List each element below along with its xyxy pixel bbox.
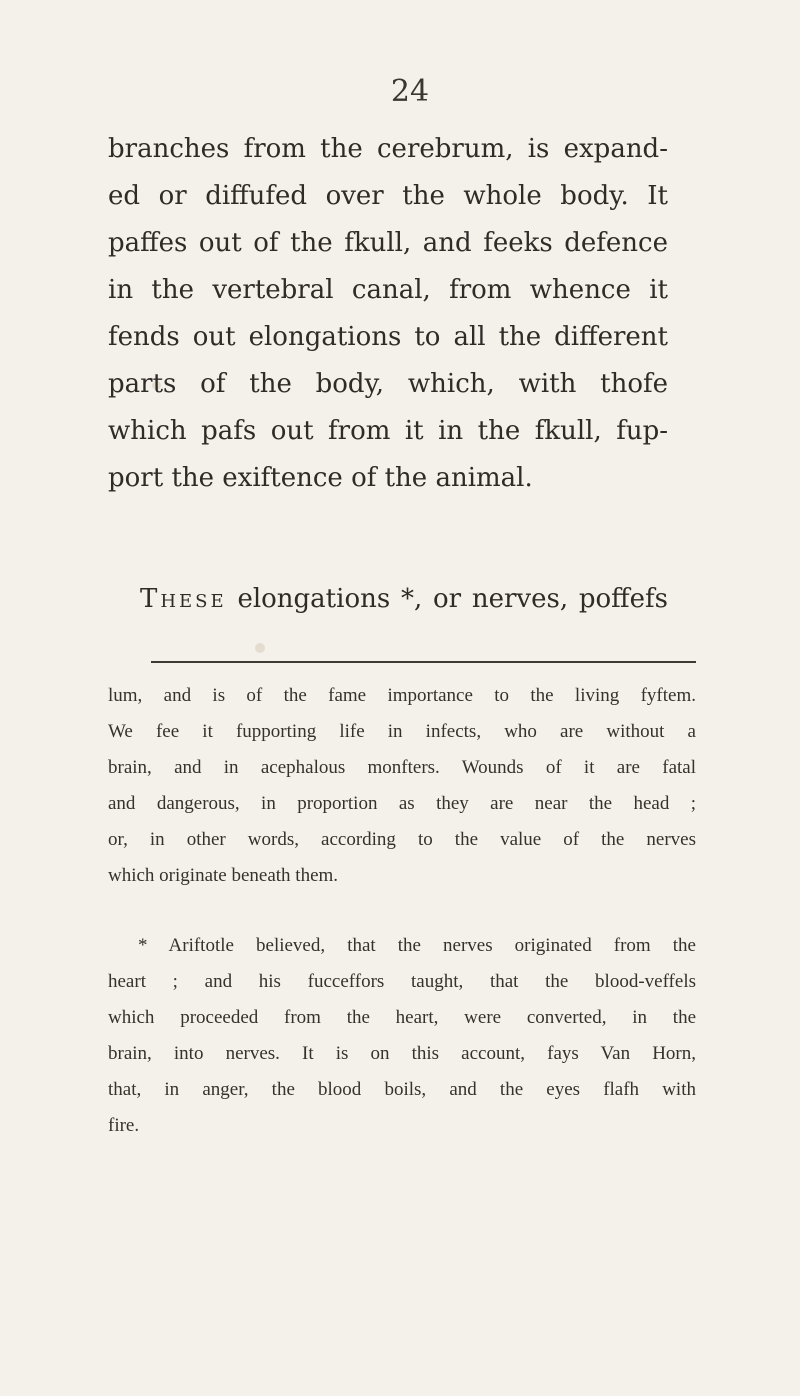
paper-speck <box>255 643 265 653</box>
footnote-line: brain, into nerves. It is on this account, fays Van Horn, <box>108 1043 696 1064</box>
text-line: which pafs out from it in the fkull, fup- <box>108 416 668 446</box>
text-line: branches from the cerebrum, is expand- <box>108 134 668 164</box>
paragraph-lead-word: These <box>140 584 227 614</box>
footnote-line: which proceeded from the heart, were converted, in the <box>108 1007 696 1028</box>
footnote-continued <box>108 678 696 894</box>
footnote-line: fire. <box>108 1115 140 1136</box>
footnote-line: brain, and in acephalous monfters. Wounds of it are fatal <box>108 757 696 778</box>
second-paragraph <box>140 576 668 623</box>
footnote-divider <box>151 661 696 663</box>
footnote-line: lum, and is of the fame importance to the living fyftem. <box>108 685 696 706</box>
main-paragraph <box>108 126 668 502</box>
text-line: paffes out of the fkull, and feeks defence <box>108 228 668 258</box>
text-line: in the vertebral canal, from whence it <box>108 275 668 305</box>
page-number: 24 <box>390 74 430 109</box>
text-line: parts of the body, which, with thofe <box>108 369 668 399</box>
footnote-line: which originate beneath them. <box>108 865 339 886</box>
text-line: port the exiftence of the animal. <box>108 463 533 493</box>
footnotes <box>108 678 696 1144</box>
text-line: fends out elongations to all the different <box>108 322 668 352</box>
footnote-aristotle <box>108 928 696 1144</box>
footnote-line: that, in anger, the blood boils, and the eyes flafh with <box>108 1079 696 1100</box>
footnote-line: We fee it fupporting life in infects, who are without a <box>108 721 696 742</box>
footnote-line: * Ariftotle believed, that the nerves originated from the <box>138 935 696 956</box>
footnote-line: and dangerous, in proportion as they are near the head ; <box>108 793 696 814</box>
footnote-line: or, in other words, according to the value of the nerves <box>108 829 696 850</box>
paragraph-text: elongations *, or nerves, poffefs <box>237 584 668 614</box>
footnote-line: heart ; and his fucceffors taught, that the blood-veffels <box>108 971 696 992</box>
text-line: ed or diffufed over the whole body. It <box>108 181 668 211</box>
